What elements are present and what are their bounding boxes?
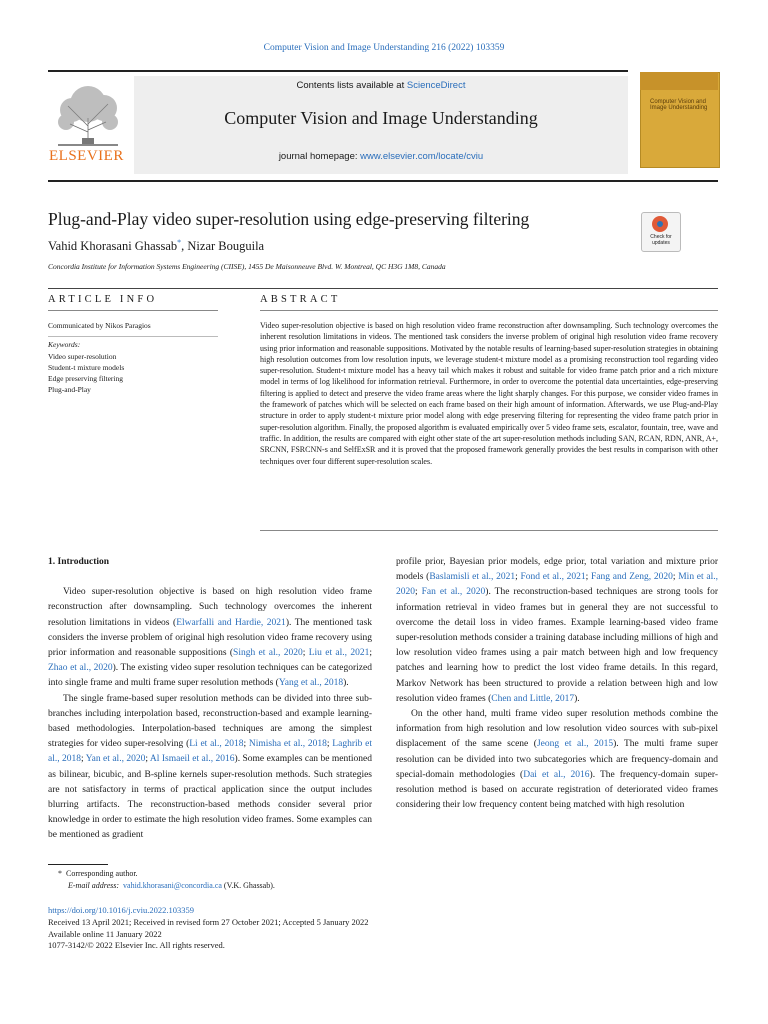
footnote-rule: [48, 864, 108, 865]
citation-link[interactable]: Chen and Little, 2017: [491, 693, 575, 704]
abstract-heading: ABSTRACT: [260, 294, 341, 305]
homepage-link[interactable]: www.elsevier.com/locate/cviu: [360, 151, 484, 162]
doi-link[interactable]: https://doi.org/10.1016/j.cviu.2022.103359: [48, 905, 194, 915]
citation-link[interactable]: Elwarfalli and Hardie, 2021: [176, 617, 286, 628]
body-column-right: [396, 555, 718, 813]
author-name: Vahid Khorasani Ghassab: [48, 239, 178, 254]
citation-link[interactable]: Yang et al., 2018: [278, 678, 344, 689]
journal-reference-link[interactable]: Computer Vision and Image Understanding 216 (2022) 103359: [263, 43, 505, 53]
author-separator: ,: [181, 239, 188, 254]
affiliation: Concordia Institute for Information Systems Engineering (CIISE), 1455 De Maisonneuve Blvd. W. Montreal, QC H3G 1M8, Canada: [48, 262, 446, 271]
email-owner: (V.K. Ghassab).: [223, 881, 275, 890]
abstract-text: Video super-resolution objective is based on high resolution video frame reconstruction after downsampling. Such technology overcomes the inherent resolution limitations in videos. The mentioned task considers the inverse problem of original high resolution video frame recovery using prior information and reasonable suppositions. Motivated by the notable results of learning-based super-resolution strategies in obtaining high resolution outcomes from low resolution inputs, we leverage student-t mixture model as a promising reconstruction tool regarding video super-resolution. Student-t mixture model has a heavy tail which makes it robust and suitable for video frame patch prior and a rich mixture model in terms of log likelihood for information retrieval. Furthermore, in order to overcome the potential data uncertainties, edge-preserving filtering is applied to detect and preserve the video frame areas where the light sharply changes. For this purpose, we consider video frames in the framework of patches which will be selected on each frame based on their high amount of information. Afterwards, we use Plug-and-Play structure in order to apply student-t mixture prior model along with edge preserving filtering for representing the video frame patch prior in super-resolution algorithm. Finally, the proposed algorithm is evaluated empirically over 5 video frame sets, escalator, fountain, tree, wave and traffic. In addition, the results are compared with eight other state of the art super-resolution methods including SAN, RCAN, RDN, ANR, A+, SRCNN, FSRCNN-s and SelfExSR and it is proved that the proposed framework generally provides the best results in comparison with other techniques over four different super-resolution scales.: [260, 321, 718, 466]
journal-title: Computer Vision and Image Understanding: [224, 108, 538, 128]
citation-link[interactable]: Al Ismaeil et al., 2016: [149, 754, 235, 765]
communicated-by: Communicated by Nikos Paragios: [48, 321, 151, 330]
journal-cover-title: Computer Vision and Image Understanding: [650, 99, 708, 111]
paragraph: Video super-resolution objective is based on high resolution video frame reconstruction after downsampling. Such technology overcomes the inherent resolution limitations in videos (Elwarfalli and Hardie, 2021). The mentioned task considers the inverse problem of original high resolution video frame recovery using prior information and reasonable suppositions (Singh et al., 2020; Liu et al., 2021; Zhao et al., 2020). The existing video super resolution techniques can be categorized into single frame and multi frame super resolution methods (Yang et al., 2018).: [48, 587, 373, 689]
corresponding-author-mark[interactable]: *: [177, 238, 182, 247]
header-top-rule: [48, 70, 628, 72]
available-online: Available online 11 January 2022: [48, 928, 162, 939]
paper-title: Plug-and-Play video super-resolution using edge-preserving filtering: [48, 209, 530, 229]
author-email-link[interactable]: vahid.khorasani@concordia.ca: [123, 881, 222, 890]
footnote-mark: *: [58, 869, 62, 878]
article-info-heading: ARTICLE INFO: [48, 294, 158, 305]
contents-line: [134, 80, 628, 91]
header-bottom-rule: [48, 180, 718, 182]
citation-link[interactable]: Fan et al., 2020: [421, 587, 486, 598]
keyword: Video super-resolution: [48, 352, 117, 361]
citation-link[interactable]: Jeong et al., 2015: [536, 739, 614, 750]
citation-link[interactable]: Yan et al., 2020: [85, 754, 146, 765]
keyword: Student-t mixture models: [48, 363, 125, 372]
paragraph: On the other hand, multi frame video super resolution methods combine the information from high resolution and low resolution video sources with sub-pixel displacement of the same scene (Jeong et al., 2015). The multi frame super resolution can be divided into two subcategories which are frequency-domain and special-domain methodologies (Dai et al., 2016). The frequency-domain super-resolution method is based on accurate registration of deteriorated video frames considering their low frequency content being matched with high resolution: [396, 709, 719, 811]
homepage-prefix: journal homepage:: [278, 151, 361, 162]
body-column-left: [48, 555, 372, 844]
keyword: Plug-and-Play: [48, 385, 91, 394]
citation-link[interactable]: Min et al., 2020: [396, 572, 718, 598]
abstract-rule: [260, 310, 718, 311]
keywords-label: Keywords:: [48, 340, 81, 349]
article-info-rule: [48, 310, 218, 311]
citation-link[interactable]: Fang and Zeng, 2020: [591, 572, 673, 583]
citation-link[interactable]: Fond et al., 2021: [520, 572, 586, 583]
citation-link[interactable]: Zhao et al., 2020: [48, 663, 113, 674]
citation-link[interactable]: Laghrib et al., 2018: [48, 739, 373, 765]
received-dates: Received 13 April 2021; Received in revised form 27 October 2021; Accepted 5 January 2022: [48, 916, 369, 927]
author-name: Nizar Bouguila: [187, 239, 265, 254]
citation-link[interactable]: Nimisha et al., 2018: [248, 739, 327, 750]
keywords-rule: [48, 336, 218, 337]
email-label: E-mail address:: [68, 881, 120, 890]
keywords-list: [48, 351, 124, 395]
check-updates-icon-center: [657, 221, 663, 227]
author-list: [48, 238, 264, 254]
footnote: [58, 868, 275, 892]
citation-link[interactable]: Dai et al., 2016: [523, 769, 590, 780]
elsevier-wordmark: ELSEVIER: [49, 148, 124, 164]
section-rule: [48, 288, 718, 289]
citation-link[interactable]: Liu et al., 2021: [308, 648, 370, 659]
homepage-line: [134, 151, 628, 162]
paragraph: profile prior, Bayesian prior models, edge prior, total variation and mixture prior models (Baslamisli et al., 2021; Fond et al., 2021; Fang and Zeng, 2020; Min et al., 2020; Fan et al., 2020). The reconstruction-based techniques are strong tools for information retrieval in video frames but in general they are not successful to overcome the detail loss in video frames. Example learning-based video frame super-resolution methods consider a training database including millions of high and low resolution video frames using a pair match between high and low frequency patches and learning how to predict the lost video frame details. In this regard, Markov Network has been structured to provide a relation between high and low resolution video frames (Chen and Little, 2017).: [396, 557, 718, 704]
citation-link[interactable]: Li et al., 2018: [189, 739, 244, 750]
citation-link[interactable]: Baslamisli et al., 2021: [429, 572, 516, 583]
keyword: Edge preserving filtering: [48, 374, 123, 383]
paragraph: The single frame-based super resolution methods can be divided into three sub-branches including interpolation based, reconstruction-based and example learning-based methodologies. Interpolation-based techniques are among the simplest strategies for video super-resolving (Li et al., 2018; Nimisha et al., 2018; Laghrib et al., 2018; Yan et al., 2020; Al Ismaeil et al., 2016). Some examples can be mentioned as bilinear, bicubic, and B-spline kernels super-resolution methods. Such strategies are not satisfactory in terms of practical application since the output includes blurring artifacts. The reconstruction-based methods consider several prior knowledge in order to estimate the high resolution video frames. Some examples can be mentioned as gradient: [48, 693, 373, 841]
journal-cover-band: [640, 72, 718, 90]
section-heading: 1. Introduction: [48, 557, 110, 567]
publication-info: [48, 905, 369, 952]
sciencedirect-link[interactable]: ScienceDirect: [406, 80, 466, 91]
check-updates-label: Check for updates: [650, 234, 672, 246]
copyright: 1077-3142/© 2022 Elsevier Inc. All rights reserved.: [48, 940, 225, 951]
abstract-end-rule: [260, 530, 718, 531]
footnote-text: Corresponding author.: [66, 869, 138, 878]
contents-prefix: Contents lists available at: [296, 80, 407, 91]
citation-link[interactable]: Singh et al., 2020: [233, 648, 303, 659]
